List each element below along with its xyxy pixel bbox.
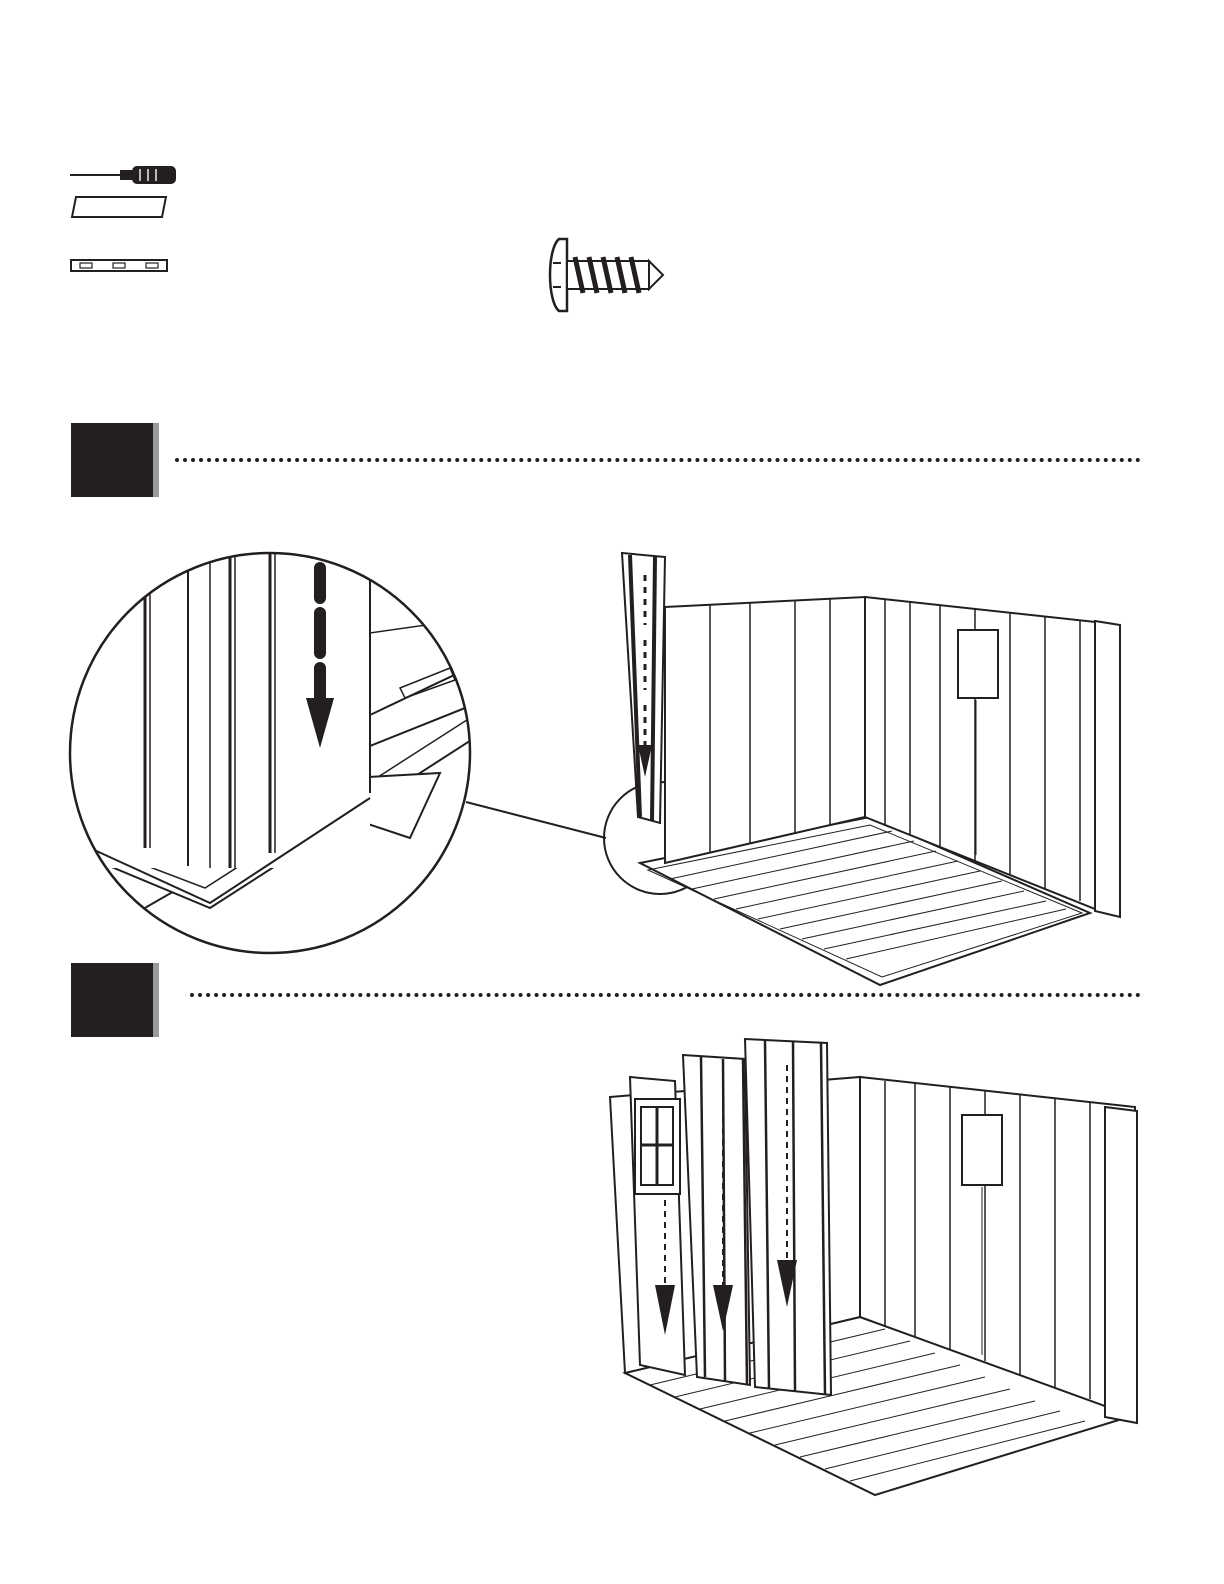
- step-2-badge: [71, 963, 153, 1037]
- step-2-shed-front-panels-illustration: [605, 1035, 1145, 1505]
- step-2-divider: [190, 993, 1141, 997]
- step-1-shed-walls-illustration: [600, 545, 1140, 995]
